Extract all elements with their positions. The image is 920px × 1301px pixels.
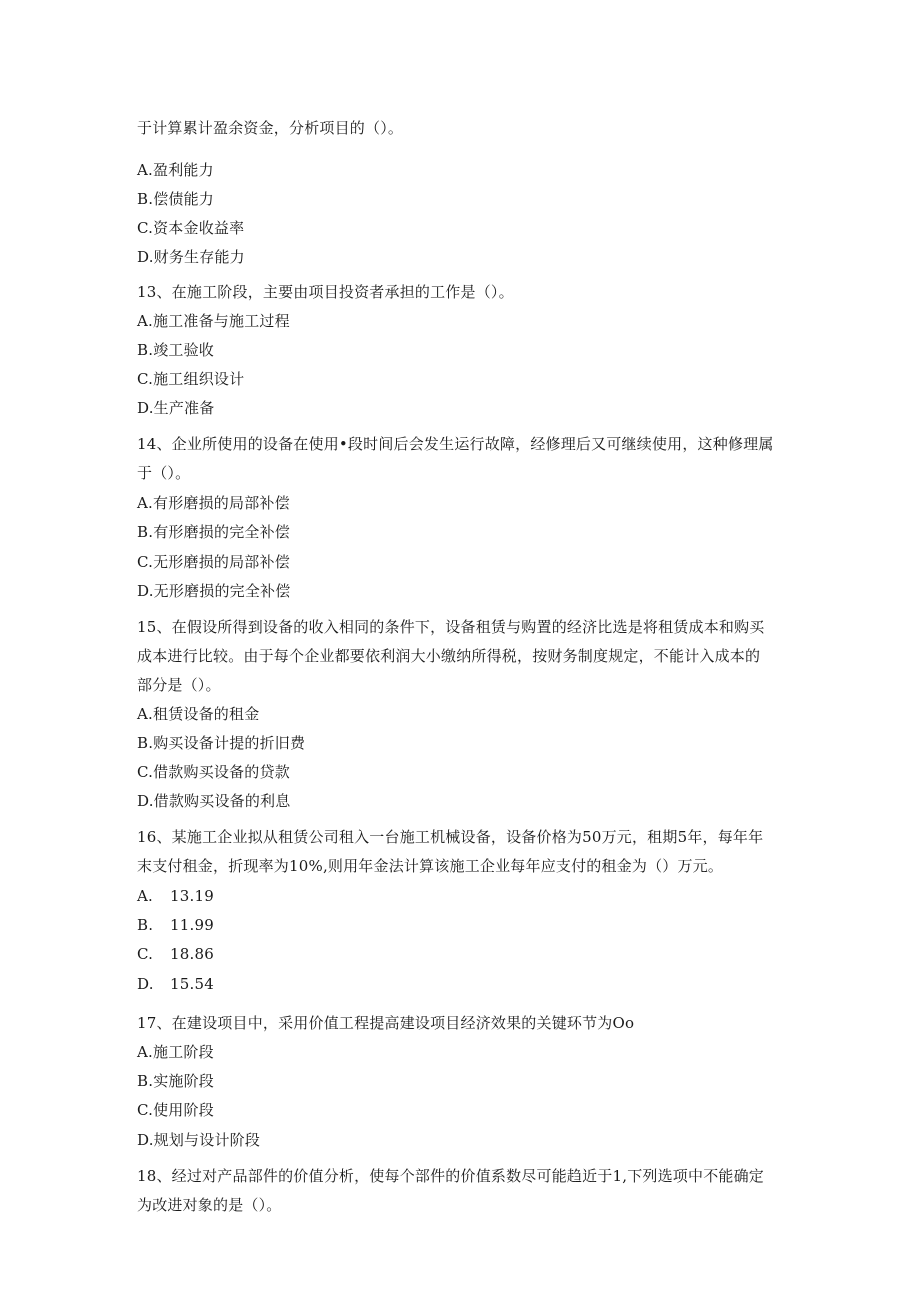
option-a: [137, 886, 214, 906]
option-b: B.有形磨损的完全补偿: [137, 523, 290, 541]
option-b: B.竣工验收: [137, 341, 214, 359]
question-16-line-2: 末支付租金，折现率为10%,则用年金法计算该施工企业每年应支付的租金为（）万元。: [137, 857, 724, 875]
option-d: D.无形磨损的完全补偿: [137, 582, 291, 600]
question-14-line-2: 于（）。: [137, 464, 191, 482]
question-14-line-1: 14、企业所使用的设备在使用•段时间后会发生运行故障，经修理后又可继续使用，这种修理属: [137, 435, 774, 453]
option-letter: C.: [137, 945, 154, 963]
question-15-line-2: 成本进行比较。由于每个企业都要依利润大小缴纳所得税，按财务制度规定，不能计入成本的: [137, 647, 761, 665]
option-d: D.规划与设计阶段: [137, 1131, 261, 1149]
option-c: C.无形磨损的局部补偿: [137, 553, 290, 571]
option-b: B.购买设备计提的折旧费: [137, 734, 306, 752]
option-a: A.有形磨损的局部补偿: [137, 494, 290, 512]
option-b: [137, 915, 214, 935]
option-a: A.盈利能力: [137, 161, 214, 179]
option-c: C.施工组织设计: [137, 370, 245, 388]
option-b: B.偿债能力: [137, 190, 214, 208]
option-d: D.生产准备: [137, 399, 215, 417]
question-continuation: 于计算累计盈余资金，分析项目的（）。: [137, 119, 404, 137]
option-value: 18.86: [170, 945, 214, 963]
question-18-line-2: 为改进对象的是（）。: [137, 1196, 282, 1214]
question-15-line-3: 部分是（）。: [137, 676, 221, 694]
option-a: A.施工准备与施工过程: [137, 312, 290, 330]
option-letter: D.: [137, 975, 154, 993]
option-letter: B.: [137, 916, 154, 934]
question-15-line-1: 15、在假设所得到设备的收入相同的条件下，设备租赁与购置的经济比选是将租赁成本和购买: [137, 618, 765, 636]
option-letter: A.: [137, 887, 154, 905]
option-a: A.施工阶段: [137, 1043, 214, 1061]
option-c: C.使用阶段: [137, 1101, 214, 1119]
option-value: 15.54: [170, 975, 214, 993]
option-d: D.财务生存能力: [137, 248, 245, 266]
option-d: D.借款购买设备的利息: [137, 792, 291, 810]
option-c: [137, 944, 214, 964]
option-d: [137, 974, 214, 994]
option-c: C.借款购买设备的贷款: [137, 763, 290, 781]
question-16-line-1: 16、某施工企业拟从租赁公司租入一台施工机械设备，设备价格为50万元，租期5年，每年年: [137, 828, 764, 846]
question-17: 17、在建设项目中，采用价值工程提高建设项目经济效果的关键环节为Oo: [137, 1014, 635, 1032]
option-b: B.实施阶段: [137, 1072, 214, 1090]
option-value: 13.19: [170, 887, 214, 905]
option-value: 11.99: [170, 916, 214, 934]
option-a: A.租赁设备的租金: [137, 705, 260, 723]
option-c: C.资本金收益率: [137, 219, 245, 237]
question-18-line-1: 18、经过对产品部件的价值分析，使每个部件的价值系数尽可能趋近于1,下列选项中不能确定: [137, 1167, 765, 1185]
question-13: 13、在施工阶段，主要由项目投资者承担的工作是（）。: [137, 283, 514, 301]
